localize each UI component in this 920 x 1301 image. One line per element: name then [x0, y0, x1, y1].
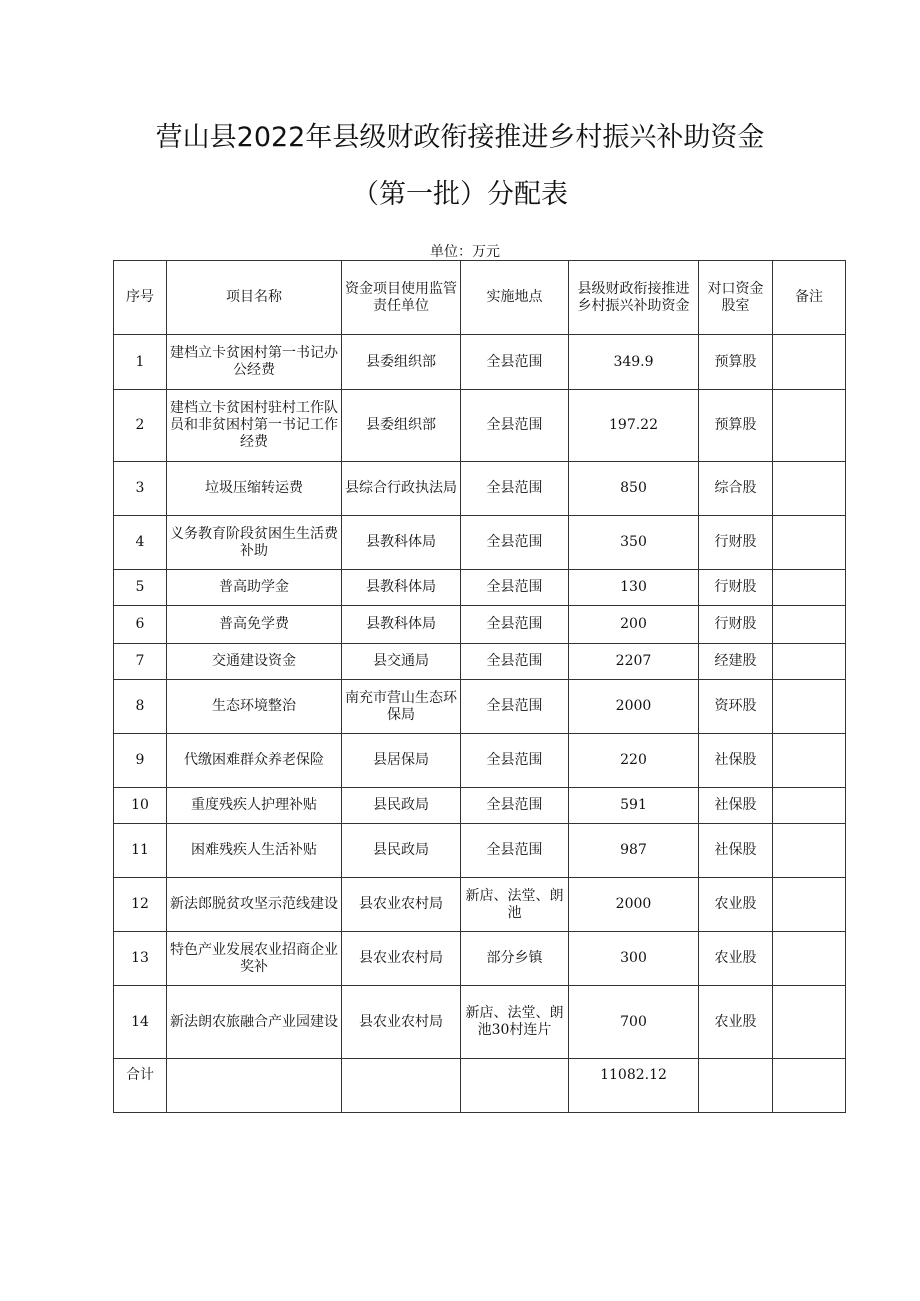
header-fund: 县级财政衔接推进乡村振兴补助资金 — [569, 261, 699, 335]
cell-office: 农业股 — [699, 932, 773, 986]
table-row — [114, 878, 846, 932]
cell-location: 新店、法堂、朗池 — [461, 878, 569, 932]
cell-fund: 130 — [569, 570, 699, 606]
cell-unit: 县居保局 — [342, 734, 461, 788]
header-seq: 序号 — [114, 261, 167, 335]
cell-office: 社保股 — [699, 788, 773, 824]
cell-location: 全县范围 — [461, 680, 569, 734]
cell-fund: 350 — [569, 516, 699, 570]
table-row — [114, 734, 846, 788]
total-empty — [773, 1059, 846, 1113]
cell-unit: 县农业农村局 — [342, 986, 461, 1059]
cell-office: 行财股 — [699, 570, 773, 606]
cell-project: 普高免学费 — [167, 606, 342, 644]
cell-remark — [773, 734, 846, 788]
cell-project: 普高助学金 — [167, 570, 342, 606]
cell-project: 建档立卡贫困村第一书记办公经费 — [167, 335, 342, 390]
total-label: 合计 — [114, 1059, 167, 1113]
cell-fund: 349.9 — [569, 335, 699, 390]
total-empty — [699, 1059, 773, 1113]
table-row — [114, 390, 846, 462]
cell-office: 经建股 — [699, 644, 773, 680]
cell-remark — [773, 680, 846, 734]
cell-seq: 7 — [114, 644, 167, 680]
cell-project: 义务教育阶段贫困生生活费补助 — [167, 516, 342, 570]
cell-office: 行财股 — [699, 606, 773, 644]
cell-office: 社保股 — [699, 734, 773, 788]
cell-unit: 县教科体局 — [342, 516, 461, 570]
cell-seq: 3 — [114, 462, 167, 516]
cell-fund: 591 — [569, 788, 699, 824]
document-title-line1: 营山县2022年县级财政衔接推进乡村振兴补助资金 — [155, 122, 765, 153]
cell-office: 资环股 — [699, 680, 773, 734]
cell-remark — [773, 606, 846, 644]
cell-office: 行财股 — [699, 516, 773, 570]
table-row — [114, 462, 846, 516]
cell-office: 农业股 — [699, 986, 773, 1059]
cell-seq: 10 — [114, 788, 167, 824]
cell-unit: 县民政局 — [342, 788, 461, 824]
cell-project: 建档立卡贫困村驻村工作队员和非贫困村第一书记工作经费 — [167, 390, 342, 462]
cell-project: 重度残疾人护理补贴 — [167, 788, 342, 824]
total-empty — [342, 1059, 461, 1113]
cell-location: 全县范围 — [461, 516, 569, 570]
cell-fund: 2000 — [569, 680, 699, 734]
cell-unit: 县农业农村局 — [342, 932, 461, 986]
cell-seq: 13 — [114, 932, 167, 986]
cell-seq: 9 — [114, 734, 167, 788]
cell-location: 全县范围 — [461, 335, 569, 390]
cell-office: 综合股 — [699, 462, 773, 516]
table-row — [114, 788, 846, 824]
cell-project: 困难残疾人生活补贴 — [167, 824, 342, 878]
cell-remark — [773, 335, 846, 390]
cell-location: 新店、法堂、朗池30村连片 — [461, 986, 569, 1059]
cell-fund: 2207 — [569, 644, 699, 680]
cell-unit: 南充市营山生态环保局 — [342, 680, 461, 734]
cell-location: 全县范围 — [461, 462, 569, 516]
cell-location: 部分乡镇 — [461, 932, 569, 986]
cell-office: 农业股 — [699, 878, 773, 932]
cell-fund: 987 — [569, 824, 699, 878]
table-row — [114, 606, 846, 644]
cell-location: 全县范围 — [461, 734, 569, 788]
cell-office: 预算股 — [699, 390, 773, 462]
cell-remark — [773, 788, 846, 824]
cell-remark — [773, 390, 846, 462]
cell-project: 交通建设资金 — [167, 644, 342, 680]
cell-fund: 197.22 — [569, 390, 699, 462]
cell-unit: 县农业农村局 — [342, 878, 461, 932]
unit-label: 单位：万元 — [430, 244, 500, 260]
header-location: 实施地点 — [461, 261, 569, 335]
header-remark: 备注 — [773, 261, 846, 335]
cell-fund: 200 — [569, 606, 699, 644]
cell-seq: 5 — [114, 570, 167, 606]
cell-seq: 12 — [114, 878, 167, 932]
cell-office: 社保股 — [699, 824, 773, 878]
header-unit: 资金项目使用监管责任单位 — [342, 261, 461, 335]
allocation-table — [113, 260, 846, 1113]
cell-seq: 6 — [114, 606, 167, 644]
cell-seq: 1 — [114, 335, 167, 390]
cell-location: 全县范围 — [461, 788, 569, 824]
cell-seq: 4 — [114, 516, 167, 570]
cell-seq: 2 — [114, 390, 167, 462]
cell-remark — [773, 824, 846, 878]
cell-remark — [773, 516, 846, 570]
total-empty — [167, 1059, 342, 1113]
cell-remark — [773, 932, 846, 986]
cell-project: 垃圾压缩转运费 — [167, 462, 342, 516]
cell-unit: 县民政局 — [342, 824, 461, 878]
table-row — [114, 516, 846, 570]
cell-location: 全县范围 — [461, 570, 569, 606]
cell-fund: 850 — [569, 462, 699, 516]
cell-fund: 220 — [569, 734, 699, 788]
cell-project: 代缴困难群众养老保险 — [167, 734, 342, 788]
total-fund: 11082.12 — [569, 1059, 699, 1113]
table-row — [114, 824, 846, 878]
cell-project: 新法郎脱贫攻坚示范线建设 — [167, 878, 342, 932]
total-empty — [461, 1059, 569, 1113]
cell-unit: 县教科体局 — [342, 606, 461, 644]
cell-unit: 县委组织部 — [342, 335, 461, 390]
cell-remark — [773, 986, 846, 1059]
cell-fund: 300 — [569, 932, 699, 986]
cell-fund: 2000 — [569, 878, 699, 932]
cell-seq: 11 — [114, 824, 167, 878]
cell-location: 全县范围 — [461, 606, 569, 644]
document-title-line2: （第一批）分配表 — [352, 179, 568, 210]
table-row — [114, 986, 846, 1059]
cell-location: 全县范围 — [461, 644, 569, 680]
cell-fund: 700 — [569, 986, 699, 1059]
total-row — [114, 1059, 846, 1113]
cell-unit: 县交通局 — [342, 644, 461, 680]
cell-location: 全县范围 — [461, 390, 569, 462]
cell-seq: 8 — [114, 680, 167, 734]
table-row — [114, 335, 846, 390]
cell-office: 预算股 — [699, 335, 773, 390]
header-office: 对口资金股室 — [699, 261, 773, 335]
cell-remark — [773, 462, 846, 516]
cell-remark — [773, 570, 846, 606]
table-row — [114, 570, 846, 606]
cell-remark — [773, 878, 846, 932]
table-row — [114, 680, 846, 734]
cell-seq: 14 — [114, 986, 167, 1059]
cell-location: 全县范围 — [461, 824, 569, 878]
header-row — [114, 261, 846, 335]
cell-unit: 县委组织部 — [342, 390, 461, 462]
table-row — [114, 644, 846, 680]
header-project: 项目名称 — [167, 261, 342, 335]
cell-project: 生态环境整治 — [167, 680, 342, 734]
cell-project: 新法朗农旅融合产业园建设 — [167, 986, 342, 1059]
cell-project: 特色产业发展农业招商企业奖补 — [167, 932, 342, 986]
cell-unit: 县教科体局 — [342, 570, 461, 606]
cell-unit: 县综合行政执法局 — [342, 462, 461, 516]
cell-remark — [773, 644, 846, 680]
table-row — [114, 932, 846, 986]
